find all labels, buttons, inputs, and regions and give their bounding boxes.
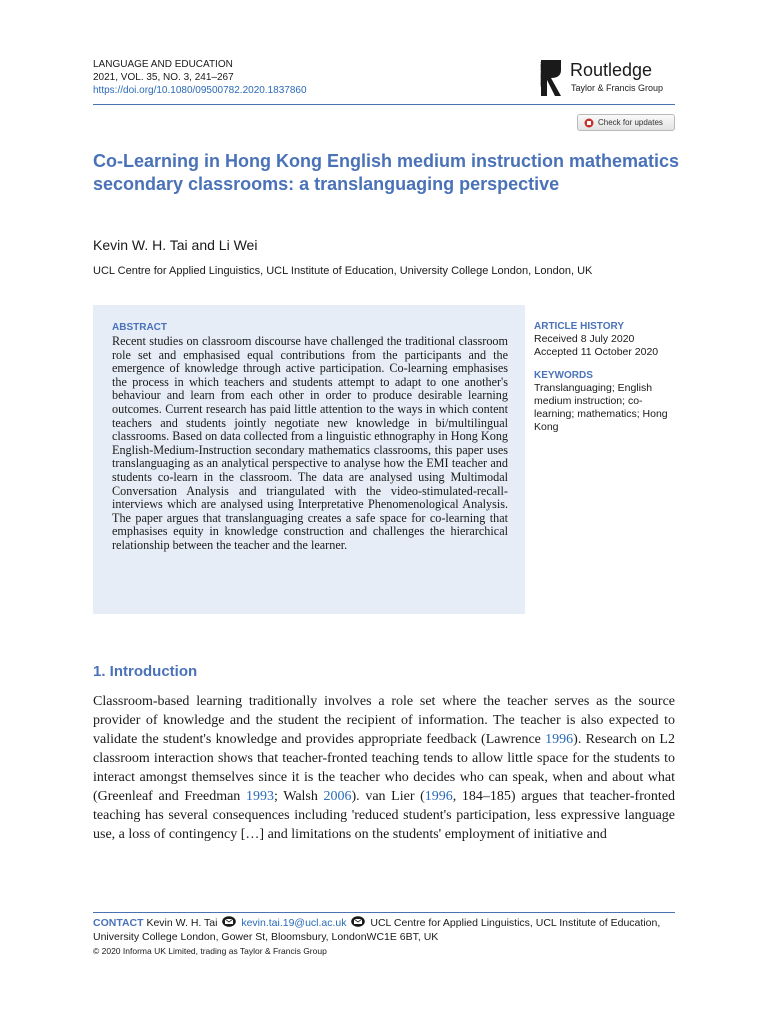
header-divider	[93, 104, 675, 105]
journal-info	[93, 58, 307, 97]
address-icon	[351, 916, 365, 927]
intro-text-part: ). van Lier (	[351, 789, 425, 804]
copyright: © 2020 Informa UK Limited, trading as Taylor & Francis Group	[93, 946, 327, 956]
keywords	[534, 369, 679, 434]
article-title: Co-Learning in Hong Kong English medium instruction mathematics secondary classrooms: a translanguaging perspective	[93, 151, 680, 194]
journal-issue: 2021, VOL. 35, NO. 3, 241–267	[93, 72, 234, 83]
email-icon	[222, 916, 236, 927]
contact-email-link[interactable]: kevin.tai.19@ucl.ac.uk	[241, 917, 347, 929]
journal-name: LANGUAGE AND EDUCATION	[93, 59, 233, 70]
received-date: Received 8 July 2020	[534, 333, 635, 345]
check-for-updates-button[interactable]	[577, 114, 675, 131]
contact-name: Kevin W. H. Tai	[146, 917, 218, 929]
article-history	[534, 320, 679, 359]
citation-link[interactable]: 1993	[245, 789, 274, 804]
intro-text-part: , 184–185) argues that teacher-fronted teaching has several consequences including 'reduced student's participation, less expressive language use, a loss of contingency […] and limitations on the students' employment of initiative and	[93, 789, 675, 842]
intro-heading: 1. Introduction	[93, 663, 198, 680]
intro-text-part: ). Research on L2 classroom interaction shows that teacher-fronted teaching tends to allow little space for the students to interact amongst themselves since it is the teacher who decides who can speak, when and about what (Greenleaf and Freedman	[93, 732, 675, 804]
footer-divider	[93, 912, 675, 913]
publisher-name: Routledge	[570, 60, 653, 80]
keywords-text: Translanguaging; English medium instruction; co-learning; mathematics; Hong Kong	[534, 382, 668, 433]
check-updates-label: Check for updates	[598, 118, 663, 127]
affiliation: UCL Centre for Applied Linguistics, UCL Institute of Education, University College London, London, UK	[93, 265, 593, 277]
publisher-mark-text: ROUTLEDGE	[539, 62, 544, 87]
intro-text-part: ; Walsh	[273, 789, 324, 804]
citation-link[interactable]: 1996	[424, 789, 453, 804]
history-label: ARTICLE HISTORY	[534, 321, 625, 332]
contact-address: UCL Centre for Applied Linguistics, UCL Institute of Education, University College London, Gower St, Bloomsbury, LondonWC1E 6BT, UK	[93, 917, 661, 943]
authors: Kevin W. H. Tai and Li Wei	[93, 237, 258, 253]
keywords-label: KEYWORDS	[534, 370, 593, 381]
contact-info	[93, 916, 683, 944]
contact-label: CONTACT	[93, 917, 144, 929]
publisher-logo[interactable]	[537, 58, 677, 100]
publisher-subtitle: Taylor & Francis Group	[571, 83, 664, 93]
citation-link[interactable]: 1996	[545, 732, 574, 747]
doi-link[interactable]: https://doi.org/10.1080/09500782.2020.1837860	[93, 85, 307, 96]
intro-paragraph	[93, 692, 675, 844]
accepted-date: Accepted 11 October 2020	[534, 346, 659, 358]
intro-text-part: Classroom-based learning traditionally involves a role set where the teacher serves as the source provider of knowledge and the student the recipient of information. The teacher is also expected to validate the student's knowledge and provides appropriate feedback (Lawrence	[93, 694, 675, 747]
citation-link[interactable]: 2006	[323, 789, 352, 804]
abstract-label: ABSTRACT	[112, 322, 167, 333]
abstract-text: Recent studies on classroom discourse have challenged the traditional classroom role set and emphasised equal contributions from the participants and the emergence of knowledge through active participation. Co-learning emphasises the process in which teachers and students attempt to adapt to one another's behaviour and learn from each other in order to produce desirable learning outcomes. Current research has paid little attention to the ways in which content teachers and students jointly negotiate new knowledge in bi/multilingual classrooms. Based on data collected from a linguistic ethnography in Hong Kong English-Medium-Instruction secondary mathematics classrooms, this paper uses translanguaging as an analytical perspective to analyse how the EMI teacher and students co-learn in the classroom. The data are analysed using Multimodal Conversation Analysis and triangulated with the video-stimulated-recall-interviews which are analysed using Interpretative Phenomenological Analysis. The paper argues that translanguaging creates a safe space for co-learning that emphasises equity in knowledge construction and challenges the hierarchical relationship between the teacher and the learner.	[112, 334, 509, 552]
routledge-mark-icon	[537, 58, 563, 98]
check-updates-icon	[584, 118, 594, 128]
